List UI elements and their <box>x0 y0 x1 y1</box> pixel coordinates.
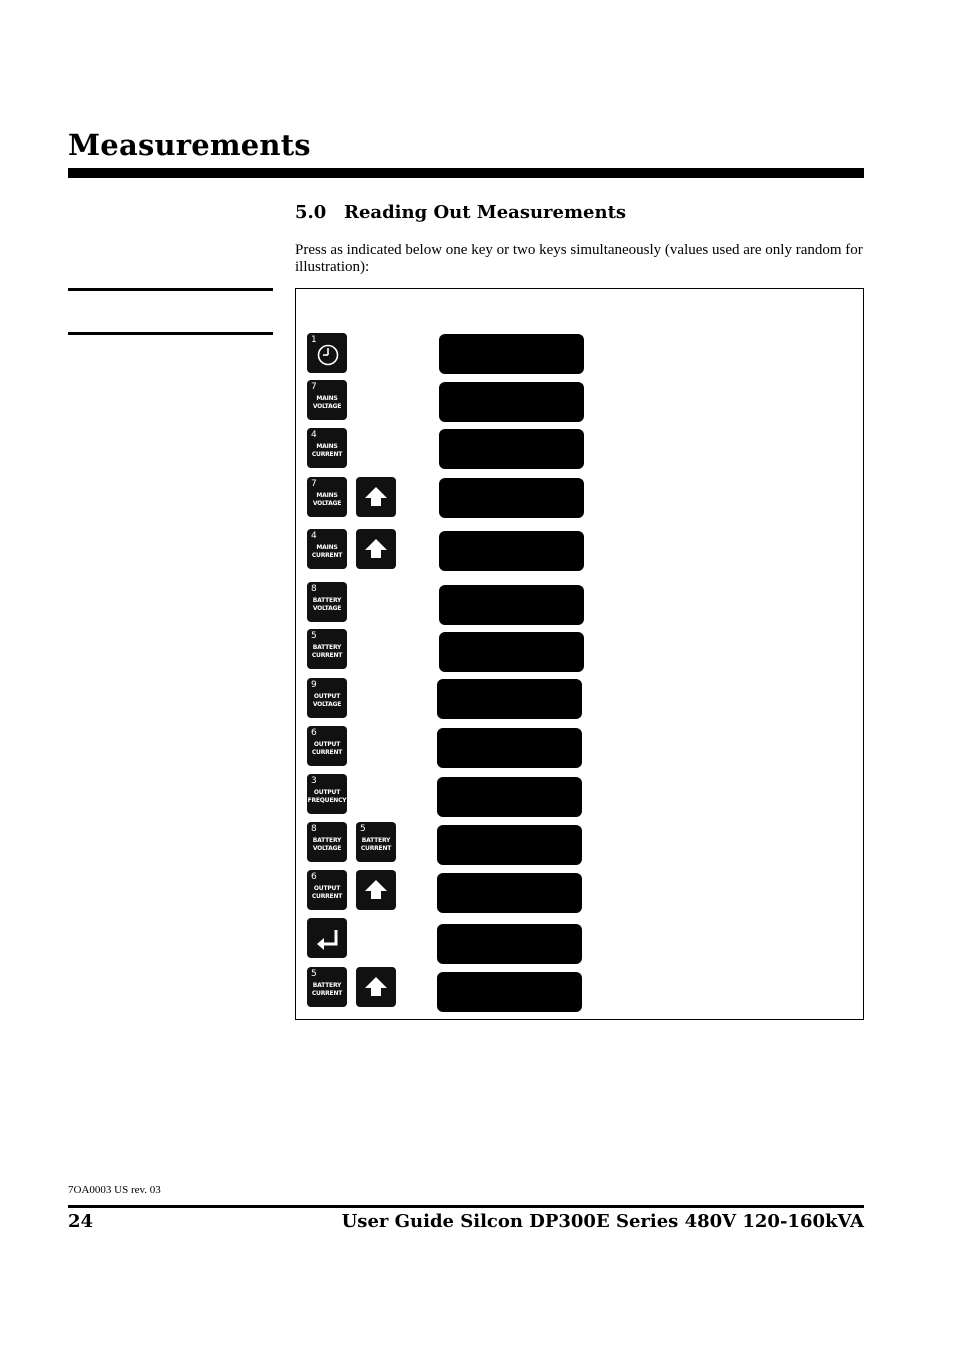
margin-rule-top <box>68 288 273 291</box>
key-number: 9 <box>311 680 317 690</box>
key-label: BATTERY CURRENT <box>311 982 343 997</box>
key-diagram <box>295 288 864 1020</box>
section-number: 5.0 <box>295 202 327 223</box>
lcd-display <box>437 873 582 913</box>
key-label: OUTPUT CURRENT <box>311 741 343 756</box>
lcd-display <box>439 478 584 518</box>
key-7 <box>307 477 347 517</box>
key-5 <box>356 822 396 862</box>
key-4 <box>307 428 347 468</box>
footer-page-number: 24 <box>68 1211 94 1232</box>
key-6 <box>307 870 347 910</box>
lcd-display <box>437 972 582 1012</box>
key-arrow-up <box>356 529 396 569</box>
lcd-display <box>439 585 584 625</box>
key-8 <box>307 582 347 622</box>
key-label: BATTERY VOLTAGE <box>312 597 342 612</box>
lcd-display <box>437 777 582 817</box>
key-6 <box>307 726 347 766</box>
key-4 <box>307 529 347 569</box>
key-5 <box>307 967 347 1007</box>
key-label: BATTERY CURRENT <box>311 644 343 659</box>
chapter-rule <box>68 168 864 178</box>
footer-doc-title: User Guide Silcon DP300E Series 480V 120-160kVA <box>341 1211 864 1232</box>
lcd-display <box>439 531 584 571</box>
key-8 <box>307 822 347 862</box>
key-clock <box>307 333 347 373</box>
lcd-display <box>439 632 584 672</box>
footer-rule <box>68 1205 864 1208</box>
lcd-display <box>439 429 584 469</box>
key-number: 5 <box>311 631 317 641</box>
key-number: 7 <box>311 382 317 392</box>
key-label: OUTPUT CURRENT <box>311 885 343 900</box>
key-number: 5 <box>311 969 317 979</box>
lcd-display <box>439 382 584 422</box>
key-arrow-up <box>356 477 396 517</box>
key-arrow-up <box>356 870 396 910</box>
key-label: MAINS VOLTAGE <box>312 395 342 410</box>
section-heading <box>295 202 626 223</box>
section-title: Reading Out Measurements <box>344 202 627 223</box>
key-label: OUTPUT FREQUENCY <box>307 789 347 804</box>
key-number: 4 <box>311 430 317 440</box>
key-3 <box>307 774 347 814</box>
key-number: 5 <box>360 824 366 834</box>
lcd-display <box>437 924 582 964</box>
key-label: BATTERY VOLTAGE <box>312 837 342 852</box>
key-enter <box>307 918 347 958</box>
key-number: 4 <box>311 531 317 541</box>
margin-rule-bottom <box>68 332 273 335</box>
chapter-title: Measurements <box>68 128 311 162</box>
key-label: MAINS CURRENT <box>311 544 343 559</box>
lcd-display <box>437 679 582 719</box>
lcd-display <box>437 728 582 768</box>
key-label: OUTPUT VOLTAGE <box>312 693 342 708</box>
key-label: MAINS CURRENT <box>311 443 343 458</box>
key-number: 6 <box>311 728 317 738</box>
key-number: 8 <box>311 824 317 834</box>
footer-doc-code: 7OA0003 US rev. 03 <box>68 1184 161 1196</box>
key-number: 6 <box>311 872 317 882</box>
key-number: 7 <box>311 479 317 489</box>
key-5 <box>307 629 347 669</box>
key-number: 8 <box>311 584 317 594</box>
intro-paragraph: Press as indicated below one key or two keys simultaneously (values used are only random for illustration): <box>295 242 863 275</box>
lcd-display <box>437 825 582 865</box>
key-label: MAINS VOLTAGE <box>312 492 342 507</box>
key-arrow-up <box>356 967 396 1007</box>
key-7 <box>307 380 347 420</box>
key-number: 3 <box>311 776 317 786</box>
lcd-display <box>439 334 584 374</box>
key-label: BATTERY CURRENT <box>360 837 392 852</box>
key-9 <box>307 678 347 718</box>
key-number: 1 <box>311 335 317 345</box>
